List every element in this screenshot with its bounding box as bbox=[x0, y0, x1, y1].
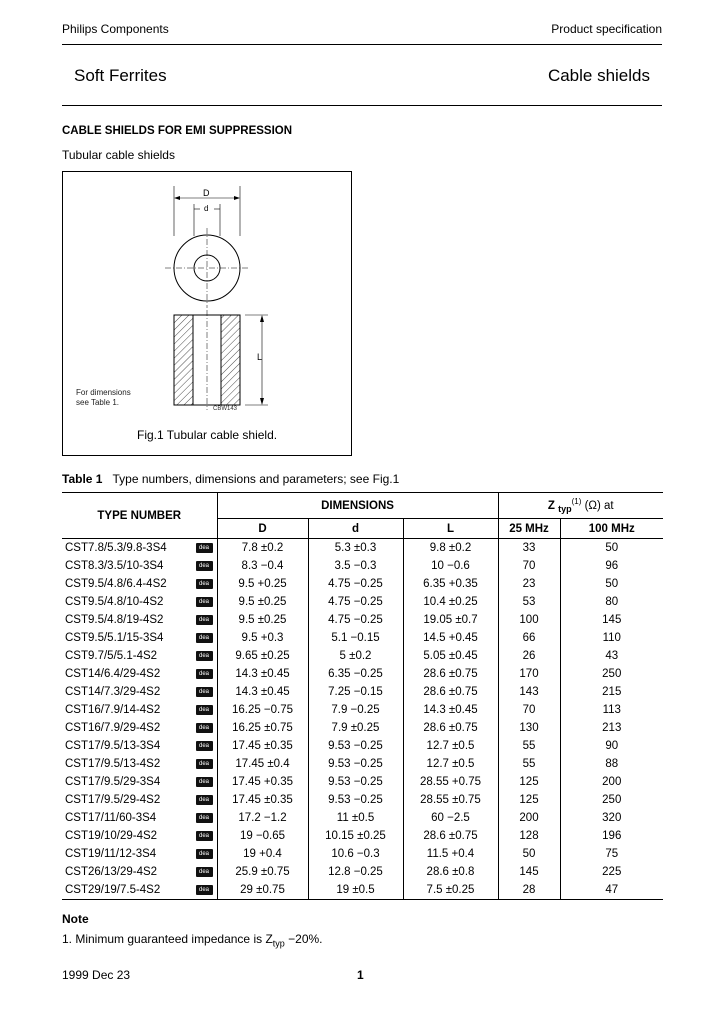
section-title: CABLE SHIELDS FOR EMI SUPPRESSION bbox=[62, 125, 293, 137]
dim-D-cell: 19 −0.65 bbox=[217, 827, 308, 845]
dim-d-cell: 4.75 −0.25 bbox=[308, 593, 403, 611]
dim-D-cell: 17.45 ±0.4 bbox=[217, 755, 308, 773]
datasheet-link-icon[interactable]: dea bbox=[196, 723, 213, 733]
type-number: CST17/11/60-3S4 bbox=[65, 812, 157, 825]
table-row bbox=[62, 647, 663, 665]
dim-L-cell: 60 −2.5 bbox=[403, 809, 498, 827]
type-number-cell bbox=[62, 539, 217, 558]
dim-L-cell: 28.6 ±0.75 bbox=[403, 827, 498, 845]
table-row bbox=[62, 755, 663, 773]
table-row bbox=[62, 611, 663, 629]
table-row bbox=[62, 881, 663, 900]
dim-d-cell: 4.75 −0.25 bbox=[308, 611, 403, 629]
datasheet-link-icon[interactable]: dea bbox=[196, 777, 213, 787]
type-number: CST9.5/4.8/10-4S2 bbox=[65, 596, 164, 609]
dimension-note-line-2: see Table 1. bbox=[76, 398, 119, 407]
z-25mhz-cell: 170 bbox=[498, 665, 560, 683]
datasheet-link-icon[interactable]: dea bbox=[196, 867, 213, 877]
dim-L-cell: 14.5 +0.45 bbox=[403, 629, 498, 647]
dim-L-cell: 28.6 ±0.75 bbox=[403, 665, 498, 683]
type-number-cell bbox=[62, 791, 217, 809]
header-rule-top bbox=[62, 44, 662, 45]
type-number-cell bbox=[62, 665, 217, 683]
dim-d-cell: 12.8 −0.25 bbox=[308, 863, 403, 881]
datasheet-link-icon[interactable]: dea bbox=[196, 615, 213, 625]
dim-d-cell: 9.53 −0.25 bbox=[308, 737, 403, 755]
dim-d-cell: 6.35 −0.25 bbox=[308, 665, 403, 683]
z-100mhz-cell: 196 bbox=[560, 827, 663, 845]
z-100mhz-cell: 90 bbox=[560, 737, 663, 755]
type-number: CST16/7.9/14-4S2 bbox=[65, 704, 161, 717]
note-subscript: typ bbox=[272, 938, 285, 949]
z-25mhz-cell: 125 bbox=[498, 773, 560, 791]
dim-d-cell: 5.1 −0.15 bbox=[308, 629, 403, 647]
table-row bbox=[62, 539, 663, 558]
table-row bbox=[62, 701, 663, 719]
dim-d-cell: 3.5 −0.3 bbox=[308, 557, 403, 575]
type-number-cell bbox=[62, 575, 217, 593]
col-header-d: d bbox=[308, 519, 403, 539]
dim-d-cell: 19 ±0.5 bbox=[308, 881, 403, 900]
col-header-D: D bbox=[217, 519, 308, 539]
table-row bbox=[62, 557, 663, 575]
note-suffix: −20%. bbox=[284, 932, 323, 946]
dim-D-cell: 25.9 ±0.75 bbox=[217, 863, 308, 881]
company-name: Philips Components bbox=[62, 22, 169, 36]
datasheet-link-icon[interactable]: dea bbox=[196, 633, 213, 643]
dim-L-cell: 6.35 +0.35 bbox=[403, 575, 498, 593]
dim-d-cell: 5 ±0.2 bbox=[308, 647, 403, 665]
z-25mhz-cell: 53 bbox=[498, 593, 560, 611]
dim-L-cell: 19.05 ±0.7 bbox=[403, 611, 498, 629]
footer-date: 1999 Dec 23 bbox=[62, 968, 131, 982]
category-title: Soft Ferrites bbox=[74, 66, 167, 85]
datasheet-link-icon[interactable]: dea bbox=[196, 651, 213, 661]
datasheet-link-icon[interactable]: dea bbox=[196, 849, 213, 859]
dim-L-cell: 11.5 +0.4 bbox=[403, 845, 498, 863]
type-number-cell bbox=[62, 557, 217, 575]
table-row bbox=[62, 665, 663, 683]
dim-D-cell: 16.25 −0.75 bbox=[217, 701, 308, 719]
col-header-25mhz: 25 MHz bbox=[498, 519, 560, 539]
dim-d-cell: 10.6 −0.3 bbox=[308, 845, 403, 863]
table-row bbox=[62, 791, 663, 809]
type-number: CST16/7.9/29-4S2 bbox=[65, 722, 161, 735]
type-number: CST19/11/12-3S4 bbox=[65, 848, 157, 861]
z-25mhz-cell: 55 bbox=[498, 737, 560, 755]
datasheet-link-icon[interactable]: dea bbox=[196, 669, 213, 679]
type-number: CST7.8/5.3/9.8-3S4 bbox=[65, 542, 167, 555]
table-caption-label: Table 1 bbox=[62, 472, 103, 486]
z-symbol: Z bbox=[547, 499, 555, 512]
type-number: CST14/7.3/29-4S2 bbox=[65, 686, 161, 699]
type-number: CST17/9.5/13-4S2 bbox=[65, 758, 161, 771]
label-D: D bbox=[203, 188, 210, 198]
dim-D-cell: 14.3 ±0.45 bbox=[217, 683, 308, 701]
table-row bbox=[62, 773, 663, 791]
table-row bbox=[62, 737, 663, 755]
figure-box bbox=[62, 171, 352, 456]
z-100mhz-cell: 200 bbox=[560, 773, 663, 791]
z-100mhz-cell: 320 bbox=[560, 809, 663, 827]
dim-D-cell: 9.5 +0.3 bbox=[217, 629, 308, 647]
dimension-note-line-1: For dimensions bbox=[76, 388, 131, 397]
type-number-cell bbox=[62, 809, 217, 827]
z-100mhz-cell: 88 bbox=[560, 755, 663, 773]
z-100mhz-cell: 250 bbox=[560, 665, 663, 683]
z-25mhz-cell: 125 bbox=[498, 791, 560, 809]
datasheet-link-icon[interactable]: dea bbox=[196, 705, 213, 715]
dim-D-cell: 9.65 ±0.25 bbox=[217, 647, 308, 665]
z-100mhz-cell: 80 bbox=[560, 593, 663, 611]
dim-d-cell: 10.15 ±0.25 bbox=[308, 827, 403, 845]
z-unit: (Ω) at bbox=[584, 499, 614, 512]
z-25mhz-cell: 33 bbox=[498, 539, 560, 558]
z-25mhz-cell: 145 bbox=[498, 863, 560, 881]
type-number: CST19/10/29-4S2 bbox=[65, 830, 158, 843]
type-number-cell bbox=[62, 719, 217, 737]
spec-table bbox=[62, 492, 663, 900]
col-header-dimensions: DIMENSIONS bbox=[217, 493, 498, 519]
table-row bbox=[62, 845, 663, 863]
col-header-L: L bbox=[403, 519, 498, 539]
dim-D-cell: 14.3 ±0.45 bbox=[217, 665, 308, 683]
z-25mhz-cell: 200 bbox=[498, 809, 560, 827]
type-number-cell bbox=[62, 611, 217, 629]
document-type: Product specification bbox=[551, 22, 662, 36]
type-number: CST26/13/29-4S2 bbox=[65, 866, 158, 879]
z-100mhz-cell: 43 bbox=[560, 647, 663, 665]
type-number-cell bbox=[62, 629, 217, 647]
dim-D-cell: 9.5 +0.25 bbox=[217, 575, 308, 593]
dim-L-cell: 14.3 ±0.45 bbox=[403, 701, 498, 719]
z-25mhz-cell: 100 bbox=[498, 611, 560, 629]
z-100mhz-cell: 50 bbox=[560, 539, 663, 558]
col-header-type-number: TYPE NUMBER bbox=[62, 493, 217, 539]
datasheet-link-icon[interactable]: dea bbox=[196, 831, 213, 841]
z-25mhz-cell: 143 bbox=[498, 683, 560, 701]
z-25mhz-cell: 70 bbox=[498, 701, 560, 719]
z-100mhz-cell: 75 bbox=[560, 845, 663, 863]
spec-table-body bbox=[62, 539, 663, 900]
table-row bbox=[62, 683, 663, 701]
type-number: CST9.5/4.8/6.4-4S2 bbox=[65, 578, 167, 591]
z-25mhz-cell: 130 bbox=[498, 719, 560, 737]
type-number-cell bbox=[62, 593, 217, 611]
drawing-code: CBW143 bbox=[213, 406, 238, 412]
dim-L-cell: 28.6 ±0.75 bbox=[403, 683, 498, 701]
table-row bbox=[62, 719, 663, 737]
dim-D-cell: 9.5 ±0.25 bbox=[217, 611, 308, 629]
type-number: CST9.5/5.1/15-3S4 bbox=[65, 632, 164, 645]
z-25mhz-cell: 28 bbox=[498, 881, 560, 900]
dim-L-cell: 12.7 ±0.5 bbox=[403, 737, 498, 755]
z-25mhz-cell: 66 bbox=[498, 629, 560, 647]
type-number: CST14/6.4/29-4S2 bbox=[65, 668, 161, 681]
type-number-cell bbox=[62, 773, 217, 791]
dimension-note bbox=[76, 388, 131, 408]
z-25mhz-cell: 55 bbox=[498, 755, 560, 773]
type-number: CST9.7/5/5.1-4S2 bbox=[65, 650, 158, 663]
tubular-shield-drawing bbox=[63, 172, 351, 455]
z-100mhz-cell: 50 bbox=[560, 575, 663, 593]
dim-d-cell: 7.9 −0.25 bbox=[308, 701, 403, 719]
type-number: CST9.5/4.8/19-4S2 bbox=[65, 614, 164, 627]
table-row bbox=[62, 809, 663, 827]
datasheet-link-icon[interactable]: dea bbox=[196, 687, 213, 697]
dim-L-cell: 28.6 ±0.8 bbox=[403, 863, 498, 881]
label-L: L bbox=[257, 352, 263, 362]
dim-d-cell: 9.53 −0.25 bbox=[308, 773, 403, 791]
header-rule-bottom bbox=[62, 105, 662, 106]
type-number: CST17/9.5/29-4S2 bbox=[65, 794, 161, 807]
dim-D-cell: 8.3 −0.4 bbox=[217, 557, 308, 575]
z-100mhz-cell: 145 bbox=[560, 611, 663, 629]
z-100mhz-cell: 213 bbox=[560, 719, 663, 737]
page-number: 1 bbox=[357, 968, 364, 982]
table-caption-text: Type numbers, dimensions and parameters; see Fig.1 bbox=[112, 472, 400, 486]
z-25mhz-cell: 50 bbox=[498, 845, 560, 863]
type-number-cell bbox=[62, 683, 217, 701]
dim-D-cell: 9.5 ±0.25 bbox=[217, 593, 308, 611]
type-number-cell bbox=[62, 647, 217, 665]
datasheet-link-icon[interactable]: dea bbox=[196, 597, 213, 607]
dim-D-cell: 17.2 −1.2 bbox=[217, 809, 308, 827]
type-number-cell bbox=[62, 827, 217, 845]
type-number-cell bbox=[62, 845, 217, 863]
col-header-100mhz: 100 MHz bbox=[560, 519, 663, 539]
datasheet-link-icon[interactable]: dea bbox=[196, 759, 213, 769]
z-100mhz-cell: 250 bbox=[560, 791, 663, 809]
z-100mhz-cell: 110 bbox=[560, 629, 663, 647]
z-25mhz-cell: 128 bbox=[498, 827, 560, 845]
dim-D-cell: 29 ±0.75 bbox=[217, 881, 308, 900]
note-item bbox=[62, 932, 323, 948]
datasheet-link-icon[interactable]: dea bbox=[196, 579, 213, 589]
dim-d-cell: 9.53 −0.25 bbox=[308, 791, 403, 809]
dim-L-cell: 28.6 ±0.75 bbox=[403, 719, 498, 737]
datasheet-link-icon[interactable]: dea bbox=[196, 543, 213, 553]
dim-D-cell: 17.45 ±0.35 bbox=[217, 737, 308, 755]
datasheet-link-icon[interactable]: dea bbox=[196, 813, 213, 823]
table-row bbox=[62, 827, 663, 845]
dim-L-cell: 10.4 ±0.25 bbox=[403, 593, 498, 611]
dim-L-cell: 10 −0.6 bbox=[403, 557, 498, 575]
type-number-cell bbox=[62, 863, 217, 881]
table-caption bbox=[62, 472, 399, 486]
note-text: 1. Minimum guaranteed impedance is Z bbox=[62, 932, 273, 946]
dim-d-cell: 11 ±0.5 bbox=[308, 809, 403, 827]
dim-D-cell: 17.45 +0.35 bbox=[217, 773, 308, 791]
type-number: CST17/9.5/13-3S4 bbox=[65, 740, 161, 753]
dim-L-cell: 7.5 ±0.25 bbox=[403, 881, 498, 900]
z-100mhz-cell: 215 bbox=[560, 683, 663, 701]
label-d: d bbox=[204, 204, 209, 213]
product-title: Cable shields bbox=[547, 66, 650, 85]
dim-L-cell: 28.55 ±0.75 bbox=[403, 791, 498, 809]
dim-L-cell: 9.8 ±0.2 bbox=[403, 539, 498, 558]
dim-L-cell: 12.7 ±0.5 bbox=[403, 755, 498, 773]
datasheet-link-icon[interactable]: dea bbox=[196, 741, 213, 751]
type-number-cell bbox=[62, 881, 217, 900]
z-subscript: typ bbox=[558, 504, 572, 515]
dim-L-cell: 5.05 ±0.45 bbox=[403, 647, 498, 665]
col-header-impedance bbox=[498, 493, 663, 519]
type-number-cell bbox=[62, 737, 217, 755]
type-number-cell bbox=[62, 755, 217, 773]
subsection-title: Tubular cable shields bbox=[62, 148, 175, 162]
dim-d-cell: 9.53 −0.25 bbox=[308, 755, 403, 773]
datasheet-link-icon[interactable]: dea bbox=[196, 885, 213, 895]
dim-D-cell: 16.25 ±0.75 bbox=[217, 719, 308, 737]
table-row bbox=[62, 629, 663, 647]
z-superscript: (1) bbox=[571, 497, 582, 506]
dim-d-cell: 7.25 −0.15 bbox=[308, 683, 403, 701]
z-25mhz-cell: 26 bbox=[498, 647, 560, 665]
datasheet-link-icon[interactable]: dea bbox=[196, 561, 213, 571]
type-number-cell bbox=[62, 701, 217, 719]
table-row bbox=[62, 575, 663, 593]
datasheet-link-icon[interactable]: dea bbox=[196, 795, 213, 805]
table-row bbox=[62, 593, 663, 611]
z-100mhz-cell: 225 bbox=[560, 863, 663, 881]
figure-caption: Fig.1 Tubular cable shield. bbox=[137, 428, 278, 442]
z-100mhz-cell: 113 bbox=[560, 701, 663, 719]
z-25mhz-cell: 23 bbox=[498, 575, 560, 593]
type-number: CST17/9.5/29-3S4 bbox=[65, 776, 161, 789]
z-100mhz-cell: 47 bbox=[560, 881, 663, 900]
z-25mhz-cell: 70 bbox=[498, 557, 560, 575]
z-100mhz-cell: 96 bbox=[560, 557, 663, 575]
dim-d-cell: 7.9 ±0.25 bbox=[308, 719, 403, 737]
dim-D-cell: 17.45 ±0.35 bbox=[217, 791, 308, 809]
table-row bbox=[62, 863, 663, 881]
type-number: CST8.3/3.5/10-3S4 bbox=[65, 560, 164, 573]
note-title: Note bbox=[62, 912, 89, 926]
dim-d-cell: 4.75 −0.25 bbox=[308, 575, 403, 593]
dim-L-cell: 28.55 +0.75 bbox=[403, 773, 498, 791]
type-number: CST29/19/7.5-4S2 bbox=[65, 884, 161, 897]
dim-d-cell: 5.3 ±0.3 bbox=[308, 539, 403, 558]
dim-D-cell: 7.8 ±0.2 bbox=[217, 539, 308, 558]
dim-D-cell: 19 +0.4 bbox=[217, 845, 308, 863]
